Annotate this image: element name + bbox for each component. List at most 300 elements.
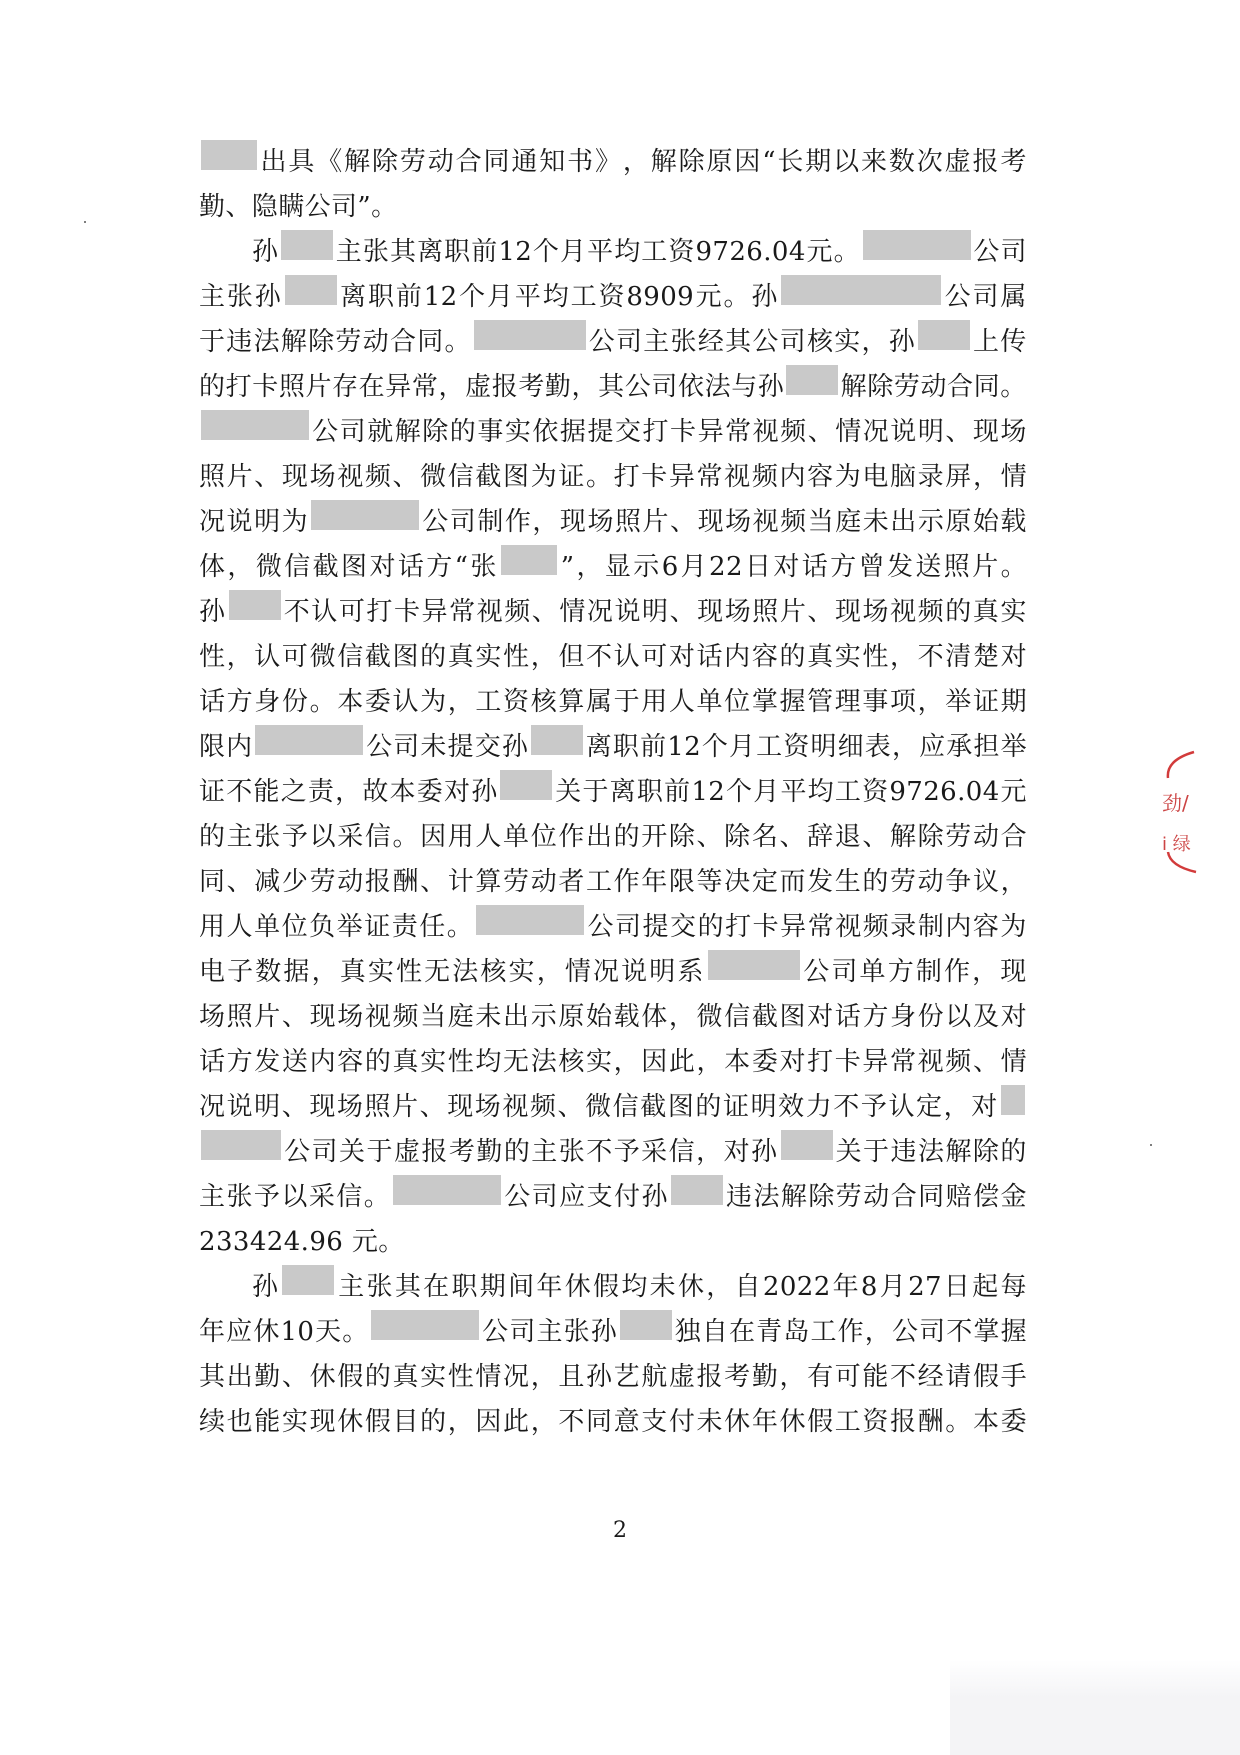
glyph: 之 xyxy=(280,777,308,807)
glyph: 张 xyxy=(226,1182,253,1212)
glyph: 限 xyxy=(668,867,696,897)
glyph: ， xyxy=(536,957,564,987)
glyph: 载 xyxy=(613,1002,641,1032)
glyph: 休 xyxy=(309,1362,336,1392)
glyph: 6 xyxy=(661,552,679,582)
glyph: 经 xyxy=(697,327,725,357)
glyph: 为 xyxy=(1000,912,1027,942)
glyph: 法 xyxy=(917,1137,945,1167)
glyph: 作 xyxy=(837,1317,865,1347)
glyph: 决 xyxy=(724,867,751,897)
glyph: 、 xyxy=(696,822,723,852)
glyph: ， xyxy=(335,777,362,807)
glyph: 庭 xyxy=(447,1002,475,1032)
text-line xyxy=(199,815,1027,860)
glyph: 送 xyxy=(915,552,942,582)
redaction-block xyxy=(786,365,838,395)
glyph: 应 xyxy=(226,1317,253,1347)
glyph: 打 xyxy=(366,597,393,627)
glyph: 动 xyxy=(863,1182,890,1212)
text-line xyxy=(199,1355,1027,1400)
glyph: 同 xyxy=(199,867,226,897)
glyph: 的 xyxy=(862,867,889,897)
text-line xyxy=(199,1310,1027,1355)
glyph: 的 xyxy=(503,1137,531,1167)
glyph: 电 xyxy=(199,957,226,987)
glyph: 司 xyxy=(449,507,477,537)
glyph: 。 xyxy=(723,282,750,312)
glyph: 场 xyxy=(862,597,889,627)
glyph: 原 xyxy=(558,1002,585,1032)
glyph: 握 xyxy=(1000,1317,1027,1347)
glyph: 方 xyxy=(226,687,254,717)
glyph: 孙 xyxy=(199,597,226,627)
glyph: 真 xyxy=(807,642,834,672)
glyph: 动 xyxy=(362,327,390,357)
glyph: 关 xyxy=(339,1137,366,1167)
glyph: 金 xyxy=(1000,1182,1027,1212)
glyph: ， xyxy=(613,1047,641,1077)
glyph: 微 xyxy=(585,1092,612,1122)
glyph: 细 xyxy=(837,732,865,762)
glyph: 支 xyxy=(641,1407,668,1437)
glyph: 掌 xyxy=(973,1317,1000,1347)
glyph: 话 xyxy=(397,552,425,582)
glyph: 微 xyxy=(420,462,447,492)
glyph: 22 xyxy=(709,552,743,582)
glyph: 张 xyxy=(470,552,497,582)
glyph: 、 xyxy=(419,1092,447,1122)
glyph: 信 xyxy=(668,1137,696,1167)
glyph: 离 xyxy=(585,732,613,762)
glyph: 违 xyxy=(226,327,253,357)
glyph: 前 xyxy=(664,777,691,807)
glyph: 报 xyxy=(890,1407,917,1437)
glyph: 握 xyxy=(779,687,806,717)
glyph: 的 xyxy=(613,822,641,852)
glyph: 截 xyxy=(475,462,502,492)
glyph: 上 xyxy=(972,327,1000,357)
glyph: 现 xyxy=(972,417,1000,447)
glyph: 元 xyxy=(806,237,833,267)
glyph: 举 xyxy=(945,687,972,717)
glyph: 位 xyxy=(724,687,751,717)
glyph: 核 xyxy=(558,1047,585,1077)
glyph: 付 xyxy=(614,1182,641,1212)
glyph: 孙 xyxy=(757,372,785,402)
glyph: 信 xyxy=(724,1002,751,1032)
glyph: ， xyxy=(1000,867,1027,897)
glyph: 公 xyxy=(588,327,616,357)
scan-speck xyxy=(84,221,86,223)
glyph: 其 xyxy=(725,327,752,357)
glyph: 场 xyxy=(725,507,752,537)
glyph: 司 xyxy=(339,417,367,447)
glyph: 劳 xyxy=(893,372,921,402)
scan-speck xyxy=(1150,1144,1152,1146)
glyph: 休 xyxy=(724,1407,751,1437)
glyph: 工 xyxy=(834,777,862,807)
glyph: 卡 xyxy=(670,417,697,447)
glyph: 认 xyxy=(613,642,641,672)
redaction-block xyxy=(281,230,333,260)
glyph: 。 xyxy=(585,462,613,492)
glyph: 可 xyxy=(641,642,668,672)
glyph: 年 xyxy=(751,1407,779,1437)
glyph: 动 xyxy=(920,372,947,402)
glyph: 公 xyxy=(624,372,652,402)
glyph: 传 xyxy=(1000,327,1027,357)
glyph: 场 xyxy=(474,1092,502,1122)
glyph: 份 xyxy=(281,687,309,717)
glyph: 明 xyxy=(254,507,281,537)
glyph: 。 xyxy=(446,912,474,942)
glyph: 资 xyxy=(503,687,530,717)
glyph: 承 xyxy=(946,732,973,762)
glyph: 的 xyxy=(420,1407,447,1437)
glyph: 片 xyxy=(642,507,669,537)
glyph: 显 xyxy=(604,552,632,582)
glyph: 等 xyxy=(696,867,723,897)
glyph: 休 xyxy=(337,1407,364,1437)
glyph: 、 xyxy=(779,822,806,852)
glyph: 》 xyxy=(594,147,622,177)
glyph: 假 xyxy=(593,1272,620,1302)
glyph: 内 xyxy=(226,732,253,762)
glyph: 常 xyxy=(411,372,439,402)
glyph: 限 xyxy=(199,732,226,762)
glyph: 法 xyxy=(452,957,479,987)
glyph: 生 xyxy=(834,867,862,897)
glyph: 。 xyxy=(1000,372,1027,402)
glyph: 合 xyxy=(389,327,417,357)
glyph: 前 xyxy=(395,282,423,312)
glyph: 人 xyxy=(475,822,502,852)
glyph: 单 xyxy=(696,687,723,717)
glyph: 性 xyxy=(199,642,226,672)
glyph: 明 xyxy=(649,957,676,987)
glyph: 《 xyxy=(316,147,343,177)
glyph: 勤 xyxy=(751,1362,779,1392)
glyph: 均 xyxy=(807,777,835,807)
glyph: 孙 xyxy=(751,282,778,312)
glyph: 片 xyxy=(392,1092,419,1122)
glyph: 司 xyxy=(311,1137,338,1167)
glyph: 假 xyxy=(364,1407,392,1437)
glyph: 原 xyxy=(706,147,733,177)
glyph: ， xyxy=(226,642,254,672)
glyph: 公 xyxy=(587,912,614,942)
text-line xyxy=(199,275,1027,320)
glyph: 经 xyxy=(917,1362,945,1392)
glyph: 不 xyxy=(558,1407,585,1437)
glyph: 法 xyxy=(530,1047,558,1077)
glyph: 张 xyxy=(366,1272,393,1302)
redaction-block xyxy=(285,275,337,305)
glyph: 不 xyxy=(917,642,945,672)
glyph: 张 xyxy=(226,282,254,312)
glyph: 的 xyxy=(420,642,447,672)
glyph: 作 xyxy=(613,867,641,897)
glyph: 发 xyxy=(886,552,914,582)
glyph: 报 xyxy=(972,147,999,177)
glyph: 张 xyxy=(254,822,281,852)
glyph: 打 xyxy=(613,462,641,492)
glyph: 证 xyxy=(199,777,226,807)
glyph: 算 xyxy=(558,687,585,717)
redaction-block xyxy=(531,725,583,755)
glyph: 除 xyxy=(668,822,696,852)
text-line xyxy=(199,1130,1027,1175)
glyph: 目 xyxy=(392,1407,419,1437)
glyph: 依 xyxy=(677,372,705,402)
glyph: 可 xyxy=(834,1362,862,1392)
glyph: 属 xyxy=(585,687,613,717)
glyph: 的 xyxy=(945,597,972,627)
glyph: 元 xyxy=(695,282,722,312)
glyph: 交 xyxy=(474,732,502,762)
glyph: 考 xyxy=(724,1362,751,1392)
text-line xyxy=(199,410,1027,455)
glyph: 航 xyxy=(641,1362,668,1392)
glyph: 交 xyxy=(614,417,642,447)
glyph: 月 xyxy=(486,282,514,312)
glyph: 资 xyxy=(783,732,810,762)
glyph: 、 xyxy=(807,597,834,627)
glyph: 27 xyxy=(908,1272,942,1302)
glyph: 于 xyxy=(199,327,226,357)
glyph: 常 xyxy=(890,1047,917,1077)
glyph: 公 xyxy=(366,732,393,762)
text-line xyxy=(199,860,1027,905)
glyph: 公 xyxy=(752,327,779,357)
glyph: 打 xyxy=(642,417,669,447)
text-line: 勤、隐瞒公司”。 xyxy=(199,192,398,222)
glyph: 属 xyxy=(1000,282,1027,312)
glyph: 、 xyxy=(670,507,697,537)
glyph: 本 xyxy=(972,1407,1000,1437)
glyph: 图 xyxy=(341,552,368,582)
glyph: 其 xyxy=(389,237,417,267)
redaction-block xyxy=(282,1265,334,1295)
glyph: 少 xyxy=(281,867,309,897)
glyph: 性 xyxy=(862,642,889,672)
glyph: 公 xyxy=(482,1317,509,1347)
glyph: 曾 xyxy=(858,552,885,582)
glyph: 异 xyxy=(421,597,448,627)
page-number: 2 xyxy=(613,1518,627,1543)
glyph: 劳 xyxy=(890,867,917,897)
redaction-block xyxy=(311,500,419,530)
glyph: 出 xyxy=(503,1002,530,1032)
glyph: 期 xyxy=(1000,687,1027,717)
glyph: 原 xyxy=(945,507,972,537)
glyph: 、 xyxy=(669,597,696,627)
glyph: 况 xyxy=(199,507,226,537)
glyph: 任 xyxy=(419,912,446,942)
glyph: 电 xyxy=(862,462,889,492)
glyph: 频 xyxy=(364,462,392,492)
glyph: 图 xyxy=(392,642,419,672)
text-line xyxy=(199,365,1027,410)
glyph: 能 xyxy=(253,777,280,807)
glyph: 休 xyxy=(564,1272,592,1302)
glyph: 情 xyxy=(1000,462,1027,492)
glyph: 实 xyxy=(508,957,535,987)
glyph: 事 xyxy=(477,417,504,447)
glyph: 者 xyxy=(558,867,585,897)
glyph: 离 xyxy=(609,777,637,807)
glyph: 说 xyxy=(226,1092,253,1122)
redaction-block xyxy=(255,725,363,755)
text-line xyxy=(199,950,1027,995)
glyph: 。 xyxy=(833,237,860,267)
text-line xyxy=(199,905,1027,950)
glyph: 采 xyxy=(308,1182,336,1212)
glyph: 片 xyxy=(779,597,807,627)
glyph: 卡 xyxy=(834,1047,862,1077)
glyph: 未 xyxy=(862,507,890,537)
glyph: 自 xyxy=(701,1317,729,1347)
glyph: 考 xyxy=(518,372,545,402)
glyph: 12 xyxy=(423,282,458,312)
glyph: 频 xyxy=(862,912,890,942)
glyph: 作 xyxy=(504,507,532,537)
glyph: 孙 xyxy=(471,777,498,807)
redaction-block xyxy=(201,140,257,170)
glyph: 作 xyxy=(558,822,585,852)
glyph: 。 xyxy=(1000,552,1027,582)
glyph: 用 xyxy=(199,912,226,942)
glyph: 制 xyxy=(477,507,504,537)
glyph: 现 xyxy=(447,1092,474,1122)
glyph: 真 xyxy=(392,1047,419,1077)
glyph: 司 xyxy=(393,732,420,762)
glyph: 解 xyxy=(280,327,308,357)
glyph: 司 xyxy=(509,1317,536,1347)
glyph: 的 xyxy=(199,372,226,402)
glyph: ， xyxy=(668,1002,696,1032)
glyph: 况 xyxy=(862,417,890,447)
glyph: ， xyxy=(972,462,1000,492)
glyph: 视 xyxy=(917,1047,945,1077)
glyph: 勤 xyxy=(254,1362,281,1392)
document-body xyxy=(199,140,1027,1445)
text-line xyxy=(199,1040,1027,1085)
glyph: 对 xyxy=(668,642,696,672)
glyph: 月 xyxy=(560,237,587,267)
glyph: ， xyxy=(530,1407,558,1437)
glyph: 前 xyxy=(640,732,667,762)
glyph: 不 xyxy=(890,1362,917,1392)
glyph: 况 xyxy=(592,957,620,987)
glyph: 容 xyxy=(337,1047,364,1077)
glyph: 载 xyxy=(1000,507,1027,537)
glyph: 议 xyxy=(972,867,1000,897)
glyph: 据 xyxy=(283,957,310,987)
glyph: 情 xyxy=(475,1362,502,1392)
glyph: 资 xyxy=(668,237,695,267)
glyph: 为 xyxy=(834,462,862,492)
glyph: ， xyxy=(943,1092,971,1122)
glyph: ， xyxy=(532,507,559,537)
glyph: 孙 xyxy=(252,1272,279,1302)
glyph: 假 xyxy=(337,1362,364,1392)
glyph: 存 xyxy=(332,372,359,402)
glyph: 知 xyxy=(539,147,566,177)
glyph: 信 xyxy=(612,1092,640,1122)
glyph: 频 xyxy=(780,507,807,537)
glyph: 截 xyxy=(364,642,392,672)
glyph: 因 xyxy=(734,147,761,177)
glyph: 解 xyxy=(840,372,868,402)
glyph: 报 xyxy=(696,1362,723,1392)
glyph: 也 xyxy=(226,1407,254,1437)
glyph: 脑 xyxy=(890,462,917,492)
glyph: 楚 xyxy=(972,642,1000,672)
glyph: 截 xyxy=(751,1002,779,1032)
glyph: 月 xyxy=(680,552,708,582)
glyph: 动 xyxy=(427,147,455,177)
glyph: 故 xyxy=(362,777,389,807)
glyph: 信 xyxy=(364,822,392,852)
glyph: 。 xyxy=(945,1407,972,1437)
glyph: 张 xyxy=(362,237,390,267)
glyph: 制 xyxy=(915,957,943,987)
glyph: 来 xyxy=(861,147,888,177)
glyph: 为 xyxy=(420,687,447,717)
glyph: 10 xyxy=(280,1317,315,1347)
redaction-block xyxy=(620,1310,672,1340)
text-line xyxy=(199,770,1027,815)
glyph: 法 xyxy=(704,372,731,402)
glyph: 责 xyxy=(391,912,419,942)
glyph: 解 xyxy=(890,822,917,852)
glyph: 不 xyxy=(586,1137,613,1167)
glyph: 实 xyxy=(1000,597,1027,627)
glyph: 工 xyxy=(834,1407,862,1437)
glyph: 赔 xyxy=(945,1182,973,1212)
glyph: 担 xyxy=(973,732,1000,762)
glyph: 同 xyxy=(973,372,1001,402)
glyph: 孙 xyxy=(641,1182,668,1212)
glyph: 视 xyxy=(724,462,751,492)
glyph: 职 xyxy=(367,282,395,312)
glyph: 在 xyxy=(358,372,386,402)
glyph: 现 xyxy=(309,1002,336,1032)
glyph: 工 xyxy=(475,687,502,717)
glyph: 用 xyxy=(641,687,668,717)
glyph: 微 xyxy=(696,1002,723,1032)
glyph: 方 xyxy=(426,552,453,582)
glyph: 除 xyxy=(724,822,751,852)
glyph: 明 xyxy=(254,1092,281,1122)
glyph: 公 xyxy=(944,282,972,312)
glyph: 虚 xyxy=(944,147,972,177)
glyph: 月 xyxy=(753,777,780,807)
glyph: 方 xyxy=(862,1002,889,1032)
redaction-block xyxy=(918,320,970,350)
glyph: 话 xyxy=(199,687,226,717)
glyph: 次 xyxy=(916,147,944,177)
glyph: 工 xyxy=(810,1317,837,1347)
glyph: 解 xyxy=(394,417,422,447)
text-line xyxy=(199,1085,1027,1130)
glyph: 委 xyxy=(416,777,444,807)
glyph: 现 xyxy=(697,597,724,627)
glyph: 考 xyxy=(448,1137,476,1167)
glyph: 频 xyxy=(917,597,945,627)
